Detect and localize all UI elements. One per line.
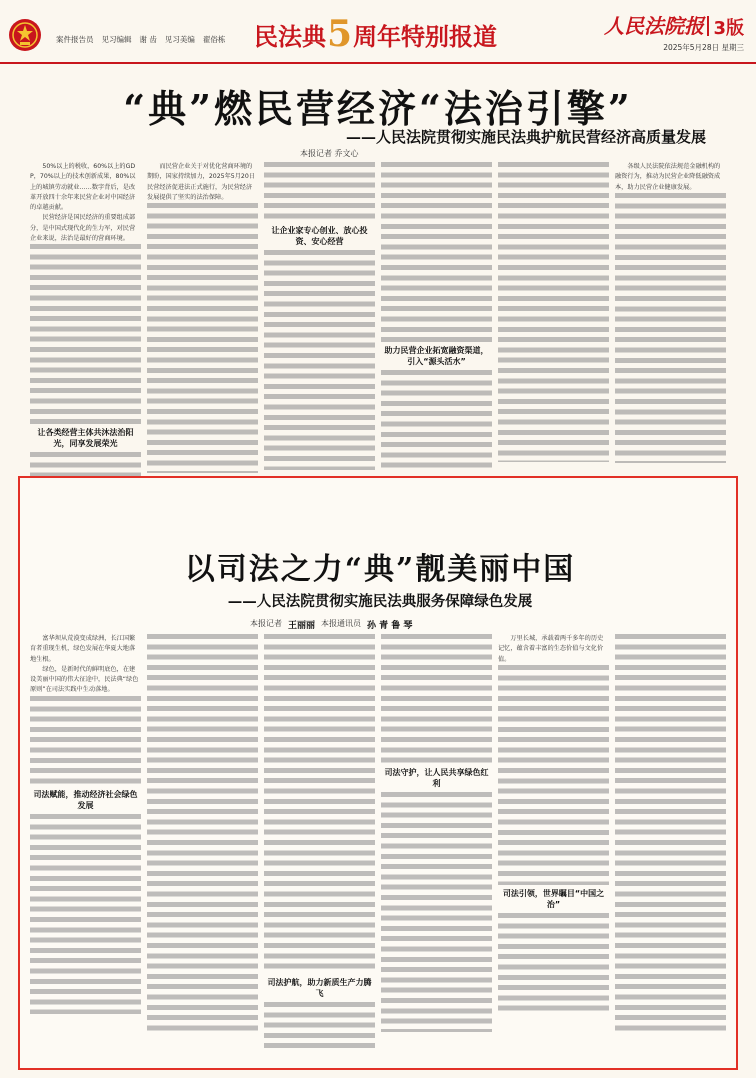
court-emblem-icon — [8, 18, 42, 52]
banner-number: 5 — [327, 13, 353, 55]
body-text-block — [30, 814, 141, 1014]
paragraph: 绿色，是新时代的鲜明底色，在建设美丽中国的伟大征途中，民法典“绿色原则”在司法实践中生动落地。 — [30, 665, 139, 694]
article2-column — [498, 634, 609, 1062]
staff-credits — [56, 34, 225, 45]
page-number: 3版 — [713, 14, 744, 40]
banner-right: 周年特别报道 — [353, 21, 498, 51]
staff-name: 谢 齿 — [139, 35, 157, 44]
banner-left: 民法典 — [254, 21, 326, 51]
body-text-block — [264, 1002, 375, 1052]
body-text-block — [264, 162, 375, 222]
paragraph: 富华坝从荒漠变成绿洲，长江国繁育者重现生机，绿色发展在华夏大地落地生根。 — [30, 635, 136, 663]
reporter-name: 孙 青 鲁 琴 — [367, 621, 413, 631]
body-text-block — [30, 696, 141, 786]
article2-box — [18, 476, 738, 1070]
section-heading: 司法护航，助力新质生产力腾飞 — [267, 978, 372, 998]
article1-headline: “典”燃民营经济“法治引擎” — [123, 86, 633, 131]
reporter-name: 王丽丽 — [288, 621, 316, 631]
newspaper-name: 人民法院报 — [604, 14, 704, 38]
staff-role: 案件报告员 — [56, 35, 94, 44]
paragraph: 民营经济是国民经济的重要组成部分，是中国式现代化的生力军，对民营企业来说，法治是最好的营商环境。 — [30, 214, 136, 243]
body-text-block — [264, 250, 375, 470]
body-text-block — [615, 193, 726, 463]
section-heading: 助力民营企业拓宽融资渠道，引入“源头活水” — [384, 346, 489, 366]
body-text-block — [381, 634, 492, 764]
staff-name: 翟俗栋 — [202, 35, 226, 44]
paragraph: 万里长城，承载着两千多年的历史记忆，蕴含着丰富的生态价值与文化价值。 — [498, 635, 604, 663]
section-heading: 司法赋能，推动经济社会绿色发展 — [33, 789, 138, 810]
article2-subheadline: ——人民法院贯彻实施民法典服务保障绿色发展 — [227, 593, 533, 610]
section-heading: 让各类经营主体共沐法治阳光，同享发展荣光 — [37, 428, 134, 449]
article2-column — [30, 634, 141, 1062]
body-text-block — [264, 634, 375, 974]
issue-date: 2025年5月28日 星期三 — [663, 43, 744, 52]
article1-subheadline: ——人民法院贯彻实施民法典护航民营经济高质量发展 — [345, 128, 706, 146]
body-text-block — [147, 203, 258, 473]
article2-column — [615, 634, 726, 1062]
section-banner — [254, 14, 497, 54]
article2-column — [147, 634, 258, 1062]
article2-headline: 以司法之力“典”靓美丽中国 — [184, 552, 576, 587]
masthead — [0, 0, 756, 64]
body-text-block — [615, 634, 726, 1034]
paragraph: 而民营企业关于对优化营商环境的期盼，国家持续加力，2025年5月20日民营经济促进法正式施行，为民营经济发展提供了坚实的法治保障。 — [147, 163, 255, 201]
section-heading: 让企业家专心创业、放心投资、安心经营 — [271, 226, 368, 246]
section-heading: 司法守护，让人民共享绿色红利 — [384, 768, 489, 788]
body-text-block — [498, 913, 609, 1013]
article1-byline: 本报记者 乔文心 — [300, 149, 359, 158]
article2-byline — [250, 618, 412, 631]
article2-column — [264, 634, 375, 1062]
byline-label: 本报记者 — [250, 619, 282, 628]
article2-body — [30, 634, 726, 1062]
byline-label: 本报通讯员 — [321, 619, 362, 628]
paragraph: 50%以上的税收，60%以上的GDP，70%以上的技术创新成果，80%以上的城镇劳动就业……数字背后，是改革开放四十余年来民营企业对中国经济的卓越贡献。 — [30, 163, 136, 212]
body-text-block — [381, 370, 492, 470]
article2-column — [381, 634, 492, 1062]
body-text-block — [381, 792, 492, 1032]
body-text-block — [498, 162, 609, 462]
body-text-block — [30, 244, 141, 424]
staff-role: 见习编辑 — [101, 35, 132, 44]
body-text-block — [147, 634, 258, 1034]
paragraph: 各级人民法院依法规范金融机构的融资行为，推动为民营企业降低融资成本，助力民营企业健康发展。 — [615, 163, 721, 191]
body-text-block — [498, 665, 609, 885]
body-text-block — [381, 162, 492, 342]
section-heading: 司法引领，世界瞩目“中国之治” — [502, 888, 605, 909]
staff-role: 见习美编 — [164, 35, 195, 44]
